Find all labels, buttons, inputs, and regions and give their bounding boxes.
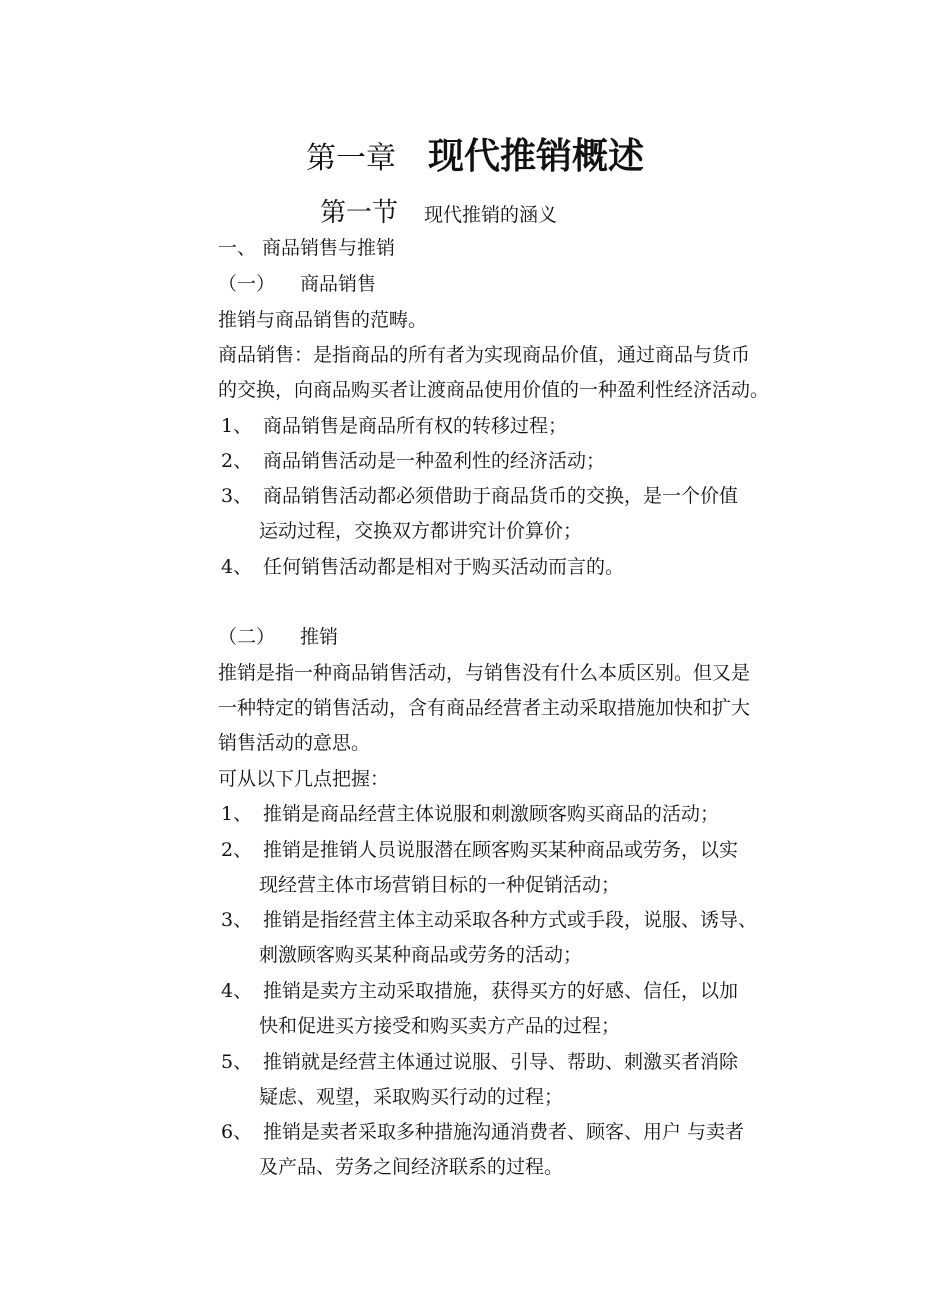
list2-item-2-cont: 现经营主体市场营销目标的一种促销活动； [259, 874, 621, 896]
list2-item-5 [221, 1050, 738, 1074]
list-text: 推销是推销人员说服潜在顾客购买某种商品或劳务，以实 [263, 839, 739, 861]
section-name: 现代推销的涵义 [424, 204, 558, 226]
list-text: 任何销售活动都是相对于购买活动而言的。 [263, 556, 625, 578]
list-text: 推销就是经营主体通过说服、引导、帮助、刺激买者消除 [263, 1051, 739, 1073]
list2-item-5-cont: 疑虑、观望，采取购买行动的过程； [259, 1086, 564, 1108]
list2-item-6 [221, 1120, 744, 1144]
list-number: 3、 [221, 909, 253, 931]
section-title [320, 192, 557, 229]
paragraph-3-line-1: 推销是指一种商品销售活动，与销售没有什么本质区别。但又是 [218, 662, 751, 684]
subheading-2 [218, 625, 338, 649]
paragraph-2-line-2: 的交换，向商品购买者让渡商品使用价值的一种盈利性经济活动。 [218, 379, 770, 401]
subheading-1-title: 商品销售 [300, 273, 377, 295]
list-text: 推销是卖者采取多种措施沟通消费者、顾客、用户 与卖者 [263, 1121, 745, 1143]
heading-1: 一、 商品销售与推销 [218, 237, 396, 259]
list2-item-6-cont: 及产品、劳务之间经济联系的过程。 [259, 1156, 564, 1178]
list-number: 3、 [221, 485, 253, 507]
list1-item-3-cont: 运动过程，交换双方都讲究计价算价； [259, 520, 583, 542]
list-number: 1、 [221, 415, 253, 437]
section-number: 第一节 [320, 198, 399, 228]
list2-item-4 [221, 979, 738, 1003]
subheading-2-title: 推销 [300, 626, 339, 648]
list-number: 2、 [221, 450, 253, 472]
chapter-name: 现代推销概述 [427, 136, 644, 177]
list-text: 商品销售活动都必须借助于商品货币的交换，是一个价值 [263, 485, 739, 507]
subheading-1 [218, 272, 376, 296]
list-text: 推销是商品经营主体说服和刺激顾客购买商品的活动； [263, 803, 720, 825]
paragraph-3-line-2: 一种特定的销售活动，含有商品经营者主动采取措施加快和扩大 [218, 697, 751, 719]
list-number: 1、 [221, 803, 253, 825]
list-text: 商品销售活动是一种盈利性的经济活动； [263, 450, 606, 472]
list2-item-1 [221, 802, 719, 826]
list1-item-3 [221, 484, 738, 508]
paragraph-1: 推销与商品销售的范畴。 [218, 309, 428, 331]
list-number: 2、 [221, 839, 253, 861]
paragraph-4: 可从以下几点把握： [218, 768, 390, 790]
list-number: 4、 [221, 556, 253, 578]
list2-item-3-cont: 刺激顾客购买某种商品或劳务的活动； [259, 944, 583, 966]
list-number: 5、 [221, 1051, 253, 1073]
list-text: 商品销售是商品所有权的转移过程； [263, 415, 568, 437]
chapter-number: 第一章 [305, 141, 396, 176]
list2-item-4-cont: 快和促进买方接受和购买卖方产品的过程； [259, 1015, 621, 1037]
list2-item-3 [221, 908, 757, 932]
subheading-2-label: （二） [218, 626, 276, 648]
list1-item-2 [221, 449, 605, 473]
paragraph-3-line-3: 销售活动的意思。 [218, 732, 371, 754]
list1-item-1 [221, 414, 567, 438]
subheading-1-label: （一） [218, 273, 276, 295]
list-text: 推销是指经营主体主动采取各种方式或手段，说服、诱导、 [263, 909, 758, 931]
list-text: 推销是卖方主动采取措施，获得买方的好感、信任，以加 [263, 980, 739, 1002]
chapter-title [0, 128, 950, 179]
list1-item-4 [221, 555, 624, 579]
list-number: 6、 [221, 1121, 253, 1143]
list-number: 4、 [221, 980, 253, 1002]
list2-item-2 [221, 838, 738, 862]
paragraph-2-line-1: 商品销售：是指商品的所有者为实现商品价值，通过商品与货币 [218, 344, 751, 366]
